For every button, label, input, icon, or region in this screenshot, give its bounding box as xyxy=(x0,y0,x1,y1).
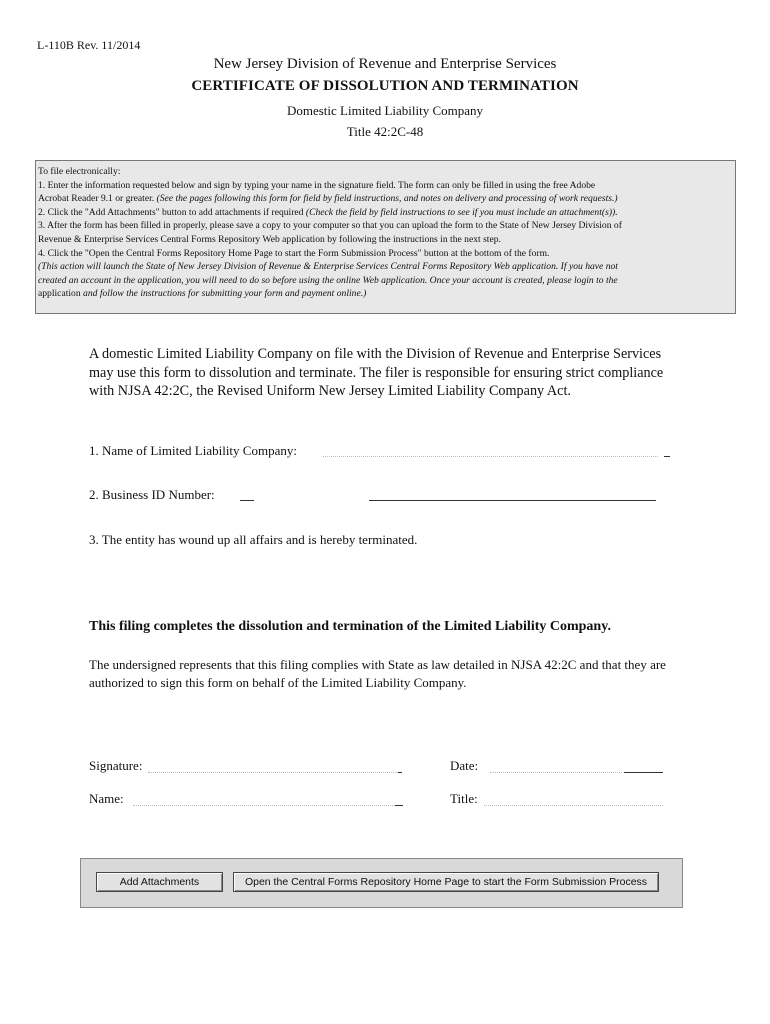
field-end-mark xyxy=(398,772,402,773)
intro-paragraph: A domestic Limited Liability Company on file with the Division of Revenue and Enterprise Services may use this form to dissolution and terminate. The filer is responsible for ensuring strict compliance with NJSA 42:2C, the Revised Uniform New Jersey Limited Liability Company Act. xyxy=(89,346,664,399)
date-label: Date: xyxy=(450,758,479,773)
title-label: Title: xyxy=(450,791,478,806)
name-label: Name: xyxy=(89,791,124,806)
business-id-prefix-line xyxy=(240,500,254,501)
title-field[interactable] xyxy=(484,805,663,806)
instruction-line: 1. Enter the information requested below and sign by typing your name in the signature field. The form can only be filled in using the free Adobe xyxy=(38,179,596,191)
form-title: CERTIFICATE OF DISSOLUTION AND TERMINATION xyxy=(191,78,579,94)
instruction-line: 4. Click the "Open the Central Forms Repository Home Page to start the Form Submission Process" button at the bottom of the form. xyxy=(38,247,550,259)
undersigned-paragraph: The undersigned represents that this filing complies with State as law detailed in NJSA 42:2C and that they are authorized to sign this form on behalf of the Limited Liability Company. xyxy=(89,657,666,690)
agency-name: New Jersey Division of Revenue and Enterprise Services xyxy=(213,56,557,72)
dissolution-statement: This filing completes the dissolution and termination of the Limited Liability Company. xyxy=(89,619,611,634)
signature-field[interactable] xyxy=(148,772,398,773)
form-revision: L-110B Rev. 11/2014 xyxy=(37,38,141,52)
date-field[interactable] xyxy=(490,772,622,773)
name-field[interactable] xyxy=(133,805,395,806)
field-end-mark xyxy=(664,456,670,457)
item-wound-up-statement: 3. The entity has wound up all affairs and is hereby terminated. xyxy=(89,532,418,547)
instruction-text: application xyxy=(38,288,84,300)
instruction-line: 3. After the form has been filled in properly, please save a copy to your computer so that you can upload the form to the State of New Jersey Division of xyxy=(38,220,622,232)
instruction-text: Acrobat Reader 9.1 or greater. xyxy=(38,193,157,205)
statute-reference: Title 42:2C-48 xyxy=(346,124,424,139)
llc-name-field[interactable] xyxy=(323,456,658,457)
signature-label: Signature: xyxy=(89,758,143,773)
instruction-note: (Check the field by field instructions to see if you must include an attachment(s)). xyxy=(305,206,618,218)
instruction-note: and follow the instructions for submitting your form and payment online.) xyxy=(83,288,367,300)
item-llc-name-label: 1. Name of Limited Liability Company: xyxy=(89,443,297,458)
instructions-heading: To file electronically: xyxy=(38,166,121,177)
instruction-line xyxy=(38,287,733,301)
instruction-text: 2. Click the "Add Attachments" button to add attachments if required xyxy=(38,206,306,218)
instruction-note: (This action will launch the State of New Jersey Division of Revenue & Enterprise Services Central Forms Repository Web application. If you have not xyxy=(38,261,618,273)
instruction-note: created an account in the application, you will need to do so before using the online Web application. Once your account is created, please login to the xyxy=(38,274,618,286)
filing-instructions-box xyxy=(35,160,736,314)
open-repository-button[interactable]: Open the Central Forms Repository Home Page to start the Form Submission Process xyxy=(233,872,659,892)
instruction-line xyxy=(38,206,733,220)
instruction-line xyxy=(38,192,733,206)
instruction-line xyxy=(38,260,733,274)
form-subtitle: Domestic Limited Liability Company xyxy=(286,103,484,118)
add-attachments-button[interactable]: Add Attachments xyxy=(96,872,223,892)
instruction-line: Revenue & Enterprise Services Central Forms Repository Web application by following the instructions in the next step. xyxy=(38,233,501,245)
business-id-field[interactable] xyxy=(369,500,656,501)
instruction-line xyxy=(38,274,733,288)
item-business-id-label: 2. Business ID Number: xyxy=(89,487,215,502)
action-buttons-panel xyxy=(80,858,683,908)
date-field-underline xyxy=(624,772,663,773)
field-end-mark xyxy=(395,805,403,806)
instruction-note: (See the pages following this form for field by field instructions, and notes on delivery and processing of work requests.) xyxy=(156,193,618,205)
